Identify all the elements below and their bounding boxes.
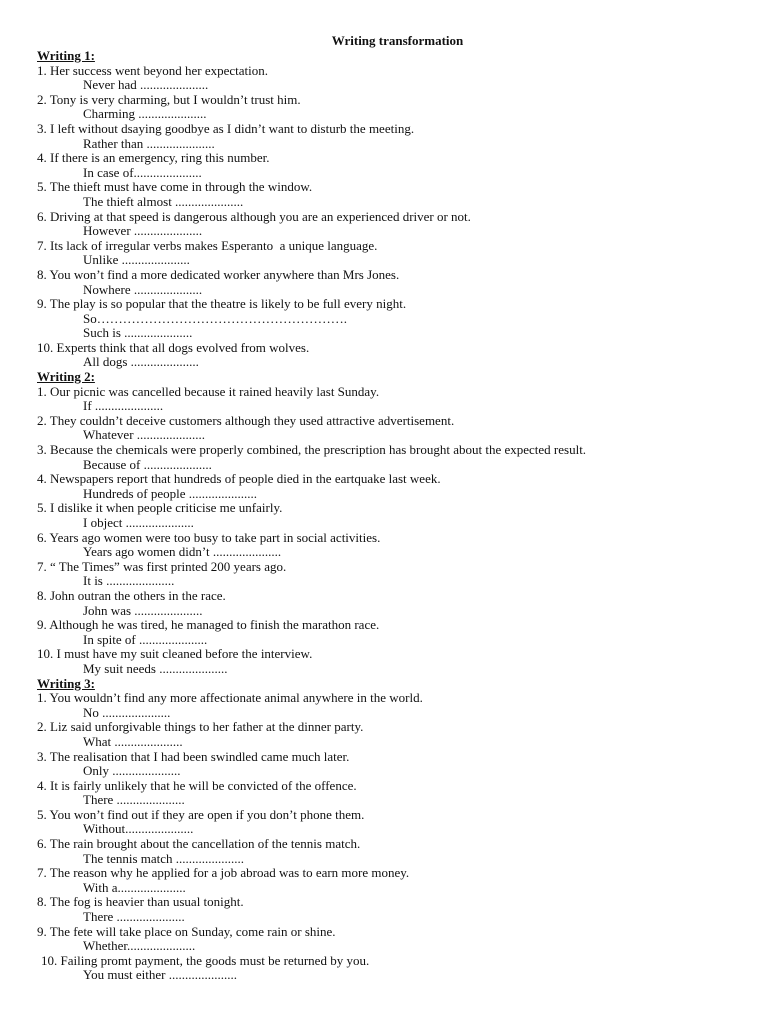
question-sentence: 6. The rain brought about the cancellation of the tennis match.: [37, 836, 361, 852]
exercise-item: [37, 297, 728, 341]
exercise-item: [37, 531, 728, 560]
exercise-item: [37, 647, 728, 676]
exercise-item: [37, 837, 728, 866]
exercise-item: [37, 239, 728, 268]
question-sentence: 1. You wouldn’t find any more affectionate animal anywhere in the world.: [37, 690, 423, 706]
rewrite-prompt: Hundreds of people .....................: [83, 485, 258, 501]
question-sentence: 8. John outran the others in the race.: [37, 587, 226, 603]
question-sentence: 1. Her success went beyond her expectation.: [37, 62, 269, 78]
exercise-item: [37, 808, 728, 837]
rewrite-prompt: Whether.....................: [83, 938, 196, 954]
rewrite-prompt: I object .....................: [83, 515, 194, 530]
question-sentence: 5. You won’t find out if they are open if you don’t phone them.: [37, 806, 365, 822]
section-heading: Writing 1:: [37, 48, 95, 63]
exercise-item: [37, 866, 728, 895]
question-sentence: 1. Our picnic was cancelled because it rained heavily last Sunday.: [37, 383, 380, 399]
exercise-item: [37, 560, 728, 589]
exercise-item: [37, 720, 728, 749]
question-sentence: 9. The fete will take place on Sunday, come rain or shine.: [37, 923, 336, 939]
question-sentence: 7. Its lack of irregular verbs makes Esperanto a unique language.: [37, 237, 378, 253]
exercise-item: [37, 589, 728, 618]
question-sentence: 4. It is fairly unlikely that he will be convicted of the offence.: [37, 777, 357, 793]
page-title: Writing transformation: [331, 33, 464, 48]
question-sentence: 5. I dislike it when people criticise me unfairly.: [37, 500, 283, 516]
rewrite-prompt: The tennis match .....................: [83, 850, 245, 866]
rewrite-prompt: With a.....................: [83, 879, 186, 895]
question-sentence: 4. If there is an emergency, ring this number.: [37, 150, 270, 166]
question-sentence: 8. The fog is heavier than usual tonight.: [37, 894, 244, 910]
question-sentence: 3. The realisation that I had been swindled came much later.: [37, 748, 350, 764]
exercise-item: [37, 501, 728, 530]
exercise-item: [37, 414, 728, 443]
rewrite-prompt: Charming .....................: [83, 106, 207, 122]
rewrite-prompt: Unlike .....................: [83, 252, 190, 268]
exercise-item: [37, 472, 728, 501]
rewrite-prompt: John was .....................: [83, 602, 203, 618]
exercise-item: [37, 618, 728, 647]
question-sentence: 6. Years ago women were too busy to take part in social activities.: [37, 529, 381, 545]
exercise-item: [37, 64, 728, 93]
rewrite-prompt: What .....................: [83, 733, 183, 749]
question-sentence: 2. Liz said unforgivable things to her father at the dinner party.: [37, 719, 364, 735]
question-sentence: 10. I must have my suit cleaned before the interview.: [37, 646, 313, 662]
question-sentence: 9. The play is so popular that the theatre is likely to be full every night.: [37, 296, 407, 312]
exercise-item: [37, 895, 728, 924]
rewrite-prompt: However .....................: [83, 223, 203, 239]
exercise-item: [37, 750, 728, 779]
question-sentence: 8. You won’t find a more dedicated worker anywhere than Mrs Jones.: [37, 266, 400, 282]
section-heading: Writing 3:: [37, 675, 95, 691]
rewrite-prompt: Rather than .....................: [83, 135, 215, 151]
exercise-item: [37, 779, 728, 808]
rewrite-prompt: There .....................: [83, 909, 185, 925]
exercise-section: [37, 49, 728, 370]
rewrite-prompt: No .....................: [83, 704, 171, 720]
question-sentence: 10. Failing promt payment, the goods must be returned by you.: [41, 952, 370, 968]
rewrite-prompt: Without.....................: [83, 821, 194, 837]
rewrite-prompt: Whatever .....................: [83, 427, 206, 443]
section-heading: Writing 2:: [37, 369, 95, 385]
rewrite-prompt: You must either .....................: [83, 967, 237, 983]
question-sentence: 4. Newspapers report that hundreds of people died in the eartquake last week.: [37, 471, 441, 487]
question-sentence: 2. Tony is very charming, but I wouldn’t trust him.: [37, 91, 301, 107]
exercise-item: [37, 925, 728, 954]
rewrite-prompt: The thieft almost .....................: [83, 193, 244, 209]
rewrite-prompt: Years ago women didn’t .....................: [83, 544, 282, 560]
question-sentence: 7. The reason why he applied for a job abroad was to earn more money.: [37, 865, 410, 881]
exercise-section: [37, 370, 728, 676]
question-sentence: 5. The thieft must have come in through the window.: [37, 179, 313, 195]
exercise-item: [37, 151, 728, 180]
exercise-item: [37, 691, 728, 720]
exercise-list: [37, 49, 728, 983]
exercise-item: [37, 385, 728, 414]
question-sentence: 7. “ The Times” was first printed 200 years ago.: [37, 558, 287, 574]
exercise-item: [37, 341, 728, 370]
question-sentence: 9. Although he was tired, he managed to finish the marathon race.: [37, 617, 380, 633]
rewrite-prompt: In spite of .....................: [83, 631, 208, 647]
rewrite-prompt: Nowhere .....................: [83, 281, 203, 297]
rewrite-prompt: Because of .....................: [83, 456, 212, 472]
rewrite-prompt: Only .....................: [83, 763, 181, 779]
question-sentence: 3. Because the chemicals were properly combined, the prescription has brought about the expected result.: [37, 442, 587, 458]
rewrite-prompt: It is .....................: [83, 573, 175, 589]
exercise-item: [37, 268, 728, 297]
rewrite-prompt: If .....................: [83, 398, 164, 414]
exercise-item: [37, 180, 728, 209]
exercise-item: [37, 210, 728, 239]
question-sentence: 6. Driving at that speed is dangerous although you are an experienced driver or not.: [37, 208, 471, 224]
exercise-item: [37, 93, 728, 122]
rewrite-prompt: All dogs .....................: [83, 354, 199, 370]
exercise-item: [37, 443, 728, 472]
rewrite-prompt: In case of.....................: [83, 164, 202, 180]
rewrite-prompt: Such is .....................: [83, 325, 193, 341]
rewrite-prompt: My suit needs .....................: [83, 660, 228, 676]
question-sentence: 3. I left without dsaying goodbye as I didn’t want to disturb the meeting.: [37, 120, 415, 136]
question-sentence: 10. Experts think that all dogs evolved from wolves.: [37, 339, 310, 355]
rewrite-prompt: So………………………………………………….: [83, 310, 347, 326]
rewrite-prompt: There .....................: [83, 792, 185, 808]
exercise-item: [37, 954, 728, 983]
exercise-item: [37, 122, 728, 151]
question-sentence: 2. They couldn’t deceive customers although they used attractive advertisement.: [37, 412, 455, 428]
exercise-section: [37, 677, 728, 983]
rewrite-prompt: Never had .....................: [83, 77, 209, 93]
